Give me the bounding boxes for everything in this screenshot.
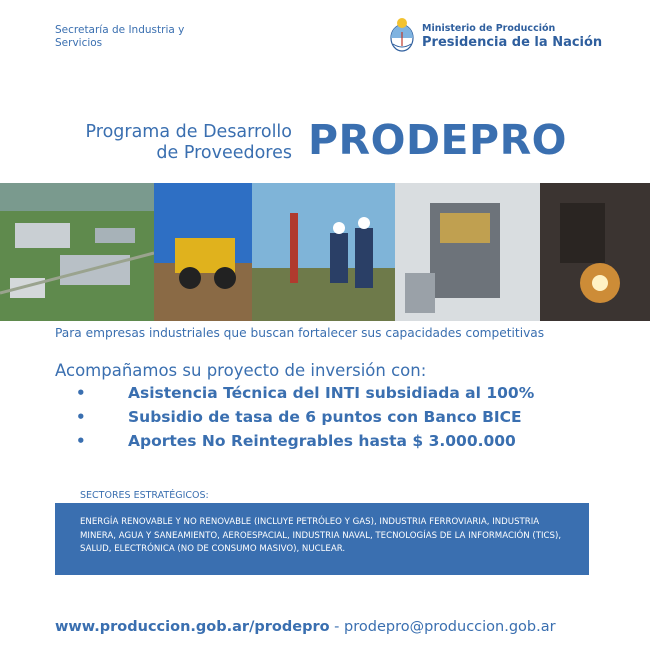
program-name [40,122,292,164]
footer [55,619,556,635]
photo-oil-rig-workers [252,183,395,321]
benefit-item [76,429,636,453]
program-brand: PRODEPRO [308,116,567,164]
benefit-item [76,381,636,405]
program-name-line1: Programa de Desarrollo [85,122,292,142]
benefit-text: Subsidio de tasa de 6 puntos con Banco BICE [128,408,522,426]
website-link[interactable]: www.produccion.gob.ar/prodepro [55,619,330,635]
program-name-line2: de Proveedores [156,143,292,163]
benefits-list [76,381,636,453]
photo-industrial-park [0,183,154,321]
sectors-label: SECTORES ESTRATÉGICOS: [80,490,209,501]
photo-welder [540,183,650,321]
benefit-item [76,405,636,429]
offer-intro: Acompañamos su proyecto de inversión con: [55,361,427,380]
photo-strip [0,183,650,321]
secretaria-label: Secretaría de Industria y Servicios [55,24,185,49]
benefit-text: Asistencia Técnica del INTI subsidiada al 100% [128,384,535,402]
bullet-icon: • [76,384,86,402]
presidency-name: Presidencia de la Nación [422,35,603,50]
benefit-text: Aportes No Reintegrables hasta $ 3.000.000 [128,432,516,450]
sectors-text: ENERGÍA RENOVABLE Y NO RENOVABLE (INCLUYE PETRÓLEO Y GAS), INDUSTRIA FERROVIARIA, INDUSTRIA MINERA, AGUA Y SANEAMIENTO, AEROESPACIAL, INDUSTRIA NAVAL, TECNOLOGÍAS DE LA INFORMACIÓN (TICS), SALUD, ELECTRÓNICA (NO DE CONSUMO MASIVO), NUCLEAR. [80,517,562,554]
footer-separator: - [329,619,345,635]
photo-satellite-lab [395,183,540,321]
coat-of-arms-icon [388,14,416,54]
email-link[interactable]: prodepro@produccion.gob.ar [344,619,556,635]
tagline: Para empresas industriales que buscan fortalecer sus capacidades competitivas [55,326,545,340]
ministry-name: Ministerio de Producción [422,23,556,34]
photo-mining-truck [154,183,252,321]
bullet-icon: • [76,408,86,426]
ministry-logo [388,14,618,54]
bullet-icon: • [76,432,86,450]
sectors-box [55,503,589,575]
